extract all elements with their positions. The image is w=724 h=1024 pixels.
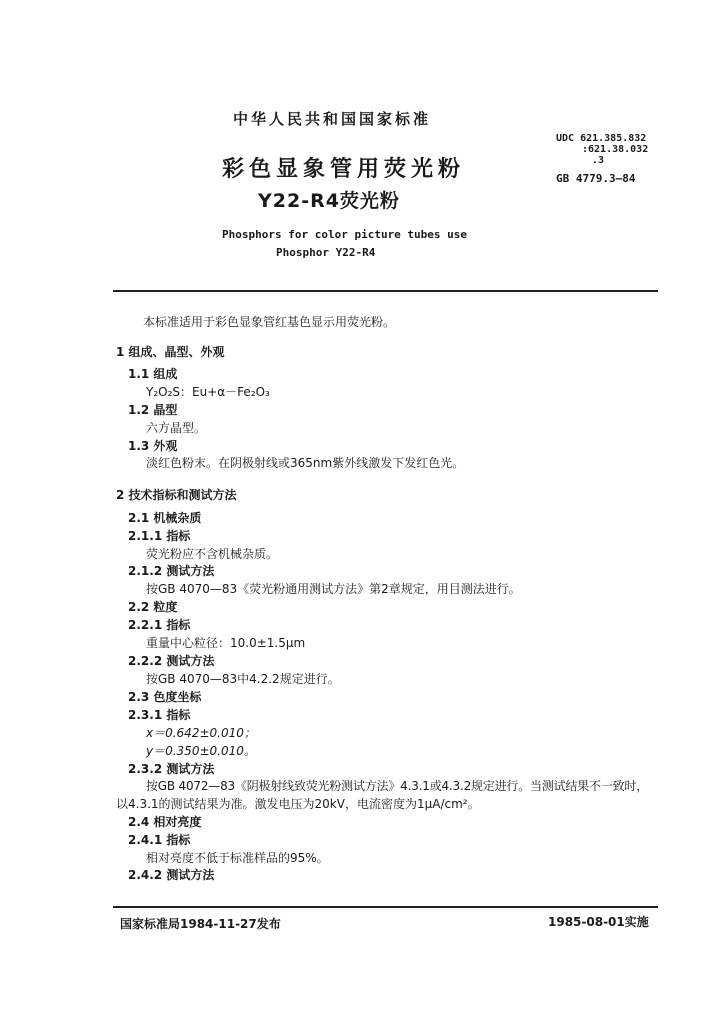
composition-formula: Y₂O₂S：Eu+α－Fe₂O₃ xyxy=(146,385,270,399)
document-title-cn: 彩色显象管用荧光粉 xyxy=(222,157,466,182)
udc-line-3: .3 xyxy=(592,155,605,166)
udc-line-1: UDC 621.385.832 xyxy=(556,133,647,144)
section-2-4-2-heading: 2.4.2 测试方法 xyxy=(128,868,215,882)
section-2-heading: 2 技术指标和测试方法 xyxy=(116,488,237,502)
section-2-3-heading: 2.3 色度坐标 xyxy=(128,690,202,704)
udc-code xyxy=(556,133,648,166)
section-1-heading: 1 组成、晶型、外观 xyxy=(116,345,225,359)
section-2-3-2-heading: 2.3.2 测试方法 xyxy=(128,762,215,776)
chromaticity-x: x＝0.642±0.010； xyxy=(146,726,256,740)
document-subtitle-cn: Y22-R4荧光粉 xyxy=(258,190,400,212)
section-2-4-1-heading: 2.4.1 指标 xyxy=(128,833,191,847)
chromaticity-test-text-b: 以4.3.1的测试结果为准。激发电压为20kV，电流密度为1μA/cm²。 xyxy=(116,797,480,811)
udc-line-2: :621.38.032 xyxy=(582,144,649,155)
section-2-2-heading: 2.2 粒度 xyxy=(128,600,178,614)
document-subtitle-en: Phosphor Y22-R4 xyxy=(276,246,376,259)
header-divider xyxy=(113,290,658,292)
particle-size-text: 重量中心粒径：10.0±1.5μm xyxy=(146,636,306,650)
section-1-2-heading: 1.2 晶型 xyxy=(128,403,178,417)
document-title-en: Phosphors for color picture tubes use xyxy=(222,228,468,241)
footer-divider xyxy=(113,906,658,908)
mechanical-test-text: 按GB 4070—83《荧光粉通用测试方法》第2章规定，用目测法进行。 xyxy=(146,582,521,596)
section-2-3-1-heading: 2.3.1 指标 xyxy=(128,708,191,722)
section-1-3-heading: 1.3 外观 xyxy=(128,439,178,453)
section-2-2-2-heading: 2.2.2 测试方法 xyxy=(128,654,215,668)
intro-paragraph: 本标准适用于彩色显象管红基色显示用荧光粉。 xyxy=(143,315,396,329)
section-2-1-1-heading: 2.1.1 指标 xyxy=(128,529,191,543)
section-2-1-2-heading: 2.1.2 测试方法 xyxy=(128,564,215,578)
brightness-text: 相对亮度不低于标准样品的95%。 xyxy=(146,851,329,865)
section-2-1-heading: 2.1 机械杂质 xyxy=(128,511,202,525)
country-standard-title: 中华人民共和国国家标准 xyxy=(233,110,432,128)
effective-date: 1985-08-01实施 xyxy=(548,915,649,929)
section-1-1-heading: 1.1 组成 xyxy=(128,367,178,381)
appearance-text: 淡红色粉末。在阴极射线或365nm紫外线激发下发红色光。 xyxy=(146,456,465,470)
chromaticity-y: y＝0.350±0.010。 xyxy=(146,744,256,758)
mechanical-impurity-text: 荧光粉应不含机械杂质。 xyxy=(146,547,279,561)
crystal-type-text: 六方晶型。 xyxy=(146,421,207,435)
chromaticity-test-text-a: 按GB 4072—83《阴极射线致荧光粉测试方法》4.3.1或4.3.2规定进行。当测试结果不一致时， xyxy=(146,779,649,793)
issued-date: 国家标准局1984-11-27发布 xyxy=(120,917,281,931)
section-2-4-heading: 2.4 相对亮度 xyxy=(128,815,202,829)
particle-test-text: 按GB 4070—83中4.2.2规定进行。 xyxy=(146,672,340,686)
section-2-2-1-heading: 2.2.1 指标 xyxy=(128,618,191,632)
gb-number: GB 4779.3—84 xyxy=(556,172,636,185)
